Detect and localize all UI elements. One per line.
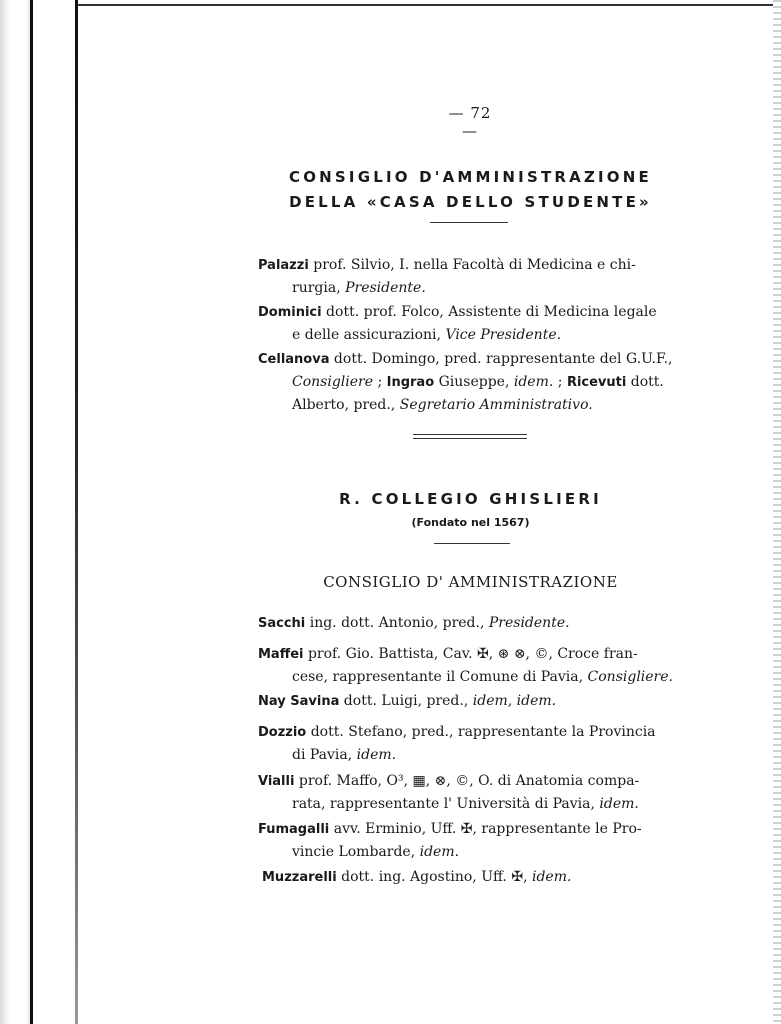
- section-divider: [413, 434, 527, 439]
- person-name: Ricevuti: [566, 375, 627, 390]
- entry-vialli: Vialli prof. Maffo, O³, ▦, ⊗, ©, O. di Anatomia compa- rata, rappresentante l' Università di Pavia, idem.: [258, 773, 640, 812]
- section1-rule: [430, 222, 508, 223]
- section2-rule: [434, 543, 510, 544]
- person-name: Fumagalli: [258, 822, 330, 837]
- person-name: Cellanova: [258, 352, 330, 367]
- entry-muzzarelli: Muzzarelli dott. ing. Agostino, Uff. ✠, idem.: [262, 869, 572, 885]
- person-name: Sacchi: [258, 616, 306, 631]
- entry-nay-savina: Nay Savina dott. Luigi, pred., idem, idem.: [258, 693, 557, 709]
- section1-title-line2: DELLA «CASA DELLO STUDENTE»: [289, 193, 652, 211]
- page-number: — 72 —: [448, 104, 492, 140]
- section2-subtitle: (Fondato nel 1567): [411, 516, 530, 529]
- section2-title: R. COLLEGIO GHISLIERI: [339, 490, 602, 508]
- section2-heading: CONSIGLIO D' AMMINISTRAZIONE: [323, 573, 618, 591]
- entry-dozzio: Dozzio dott. Stefano, pred., rappresentante la Provincia di Pavia, idem.: [258, 724, 656, 763]
- entry-palazzi: Palazzi prof. Silvio, I. nella Facoltà di Medicina e chi- rurgia, Presidente.: [258, 257, 636, 296]
- entry-cellanova: Cellanova dott. Domingo, pred. rappresentante del G.U.F., Consigliere ; Ingrao Giuseppe, idem. ; Ricevuti dott. Alberto, pred., Segretario Amministrativo.: [258, 351, 673, 413]
- person-name: Dominici: [258, 305, 322, 320]
- section1-title-line1: CONSIGLIO D'AMMINISTRAZIONE: [289, 168, 652, 186]
- person-name: Muzzarelli: [262, 870, 337, 885]
- person-name: Vialli: [258, 774, 295, 789]
- person-name: Maffei: [258, 647, 304, 662]
- entry-fumagalli: Fumagalli avv. Erminio, Uff. ✠, rappresentante le Pro- vincie Lombarde, idem.: [258, 821, 642, 860]
- entry-dominici: Dominici dott. prof. Folco, Assistente di Medicina legale e delle assicurazioni, Vice Presidente.: [258, 304, 657, 343]
- entry-sacchi: Sacchi ing. dott. Antonio, pred., Presidente.: [258, 615, 570, 631]
- person-name: Dozzio: [258, 725, 307, 740]
- person-name: Palazzi: [258, 258, 309, 273]
- entry-maffei: Maffei prof. Gio. Battista, Cav. ✠, ⊛ ⊗, ©, Croce fran- cese, rappresentante il Comune di Pavia, Consigliere.: [258, 646, 673, 685]
- person-name: Nay Savina: [258, 694, 340, 709]
- person-name: Ingrao: [386, 375, 435, 390]
